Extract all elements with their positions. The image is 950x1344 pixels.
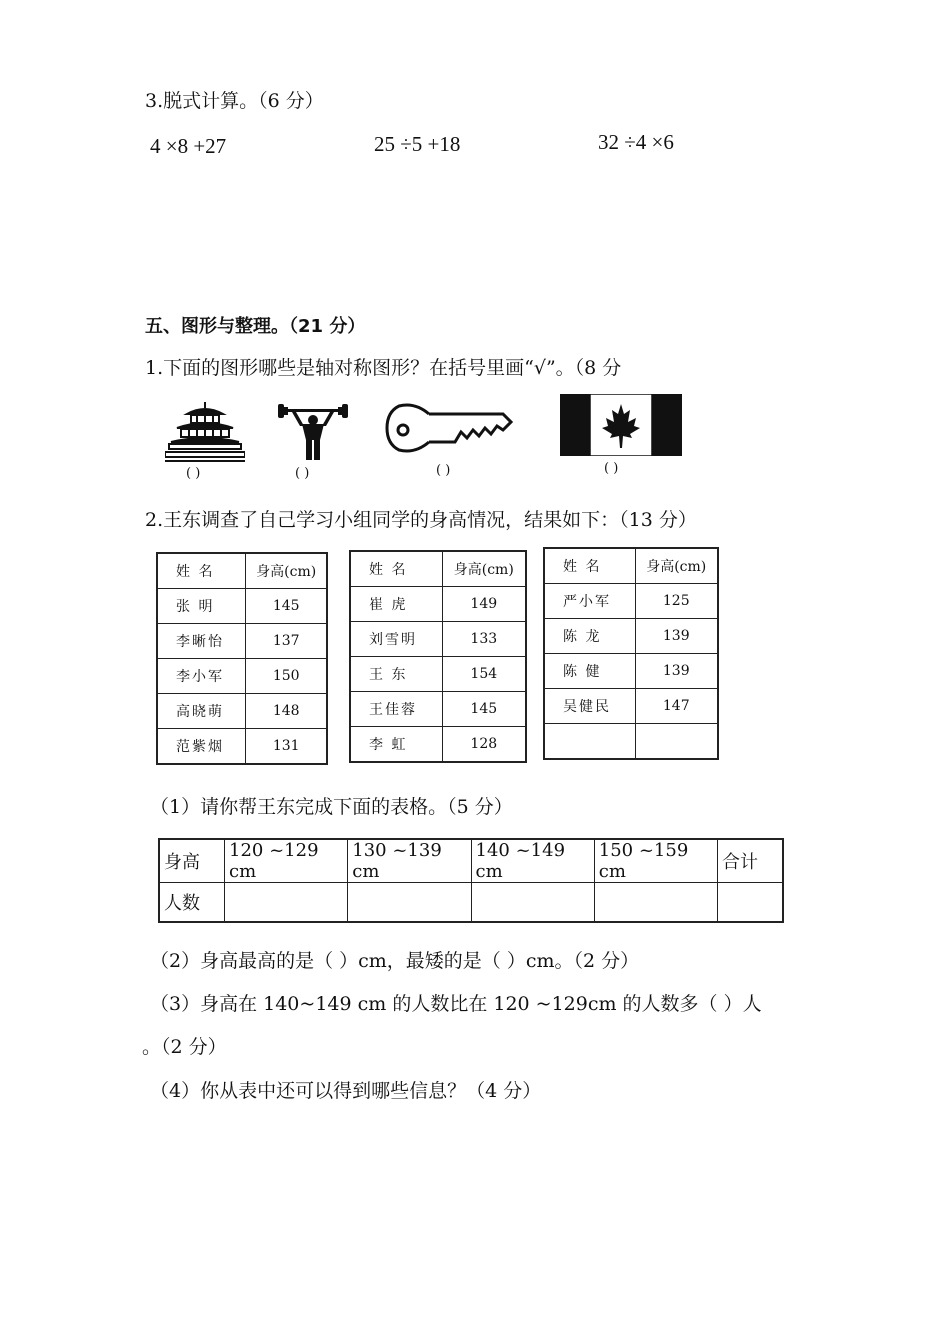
count-cell[interactable] [594,883,717,923]
summary-range-3: 140 ~149 cm [471,839,594,883]
sub-question-3: （3）身高在 140~149 cm 的人数比在 120 ~129cm 的人数多（ ）人 [150,993,762,1015]
height-table-2 [349,550,527,763]
summary-total: 合计 [718,839,784,883]
table-row: 崔 虎 149 [350,587,526,622]
height-table-3 [543,547,719,760]
answer-paren-3[interactable]: ( ) [436,463,451,478]
summary-range-2: 130 ~139 cm [348,839,471,883]
header-height: 身高(cm) [635,548,718,584]
pagoda-icon [165,400,245,462]
expression-2: 25 ÷5 +18 [374,132,461,156]
table-row: 李 虹 128 [350,727,526,763]
table-row: 王佳蓉 145 [350,692,526,727]
count-cell[interactable] [718,883,784,923]
count-cell[interactable] [471,883,594,923]
sub-question-1: （1）请你帮王东完成下面的表格。（5 分） [150,796,513,818]
table-row: 陈 健 139 [544,654,718,689]
key-icon [385,400,515,456]
table-row: 刘雪明 133 [350,622,526,657]
answer-paren-1[interactable]: ( ) [186,466,201,481]
table-row: 李小军 150 [157,659,327,694]
expression-3: 32 ÷4 ×6 [598,130,674,154]
summary-header-height: 身高 [159,839,225,883]
sub-question-2: （2）身高最高的是（ ）cm，最矮的是（ ）cm。（2 分） [150,950,640,972]
question-1: 1.下面的图形哪些是轴对称图形？在括号里画“√”。（8 分 [145,357,622,379]
summary-range-4: 150 ~159 cm [594,839,717,883]
header-name: 姓 名 [157,553,246,589]
count-cell[interactable] [348,883,471,923]
table-row: 严小军 125 [544,584,718,619]
header-height: 身高(cm) [442,551,526,587]
summary-range-1: 120 ~129 cm [225,839,348,883]
weightlifter-icon [278,400,348,460]
sub-question-4: （4）你从表中还可以得到哪些信息？（4 分） [150,1080,542,1102]
section5-heading: 五、图形与整理。（21 分） [145,316,366,337]
height-table-1 [156,552,328,765]
sub-question-3-points: 。（2 分） [142,1036,227,1058]
table-row: 范紫烟 131 [157,729,327,765]
section3-title: 3.脱式计算。（6 分） [145,90,324,112]
summary-count-label: 人数 [159,883,225,923]
table-row: 王 东 154 [350,657,526,692]
maple-leaf-flag-icon [560,394,682,456]
header-name: 姓 名 [350,551,442,587]
table-row [544,724,718,760]
header-name: 姓 名 [544,548,635,584]
answer-paren-4[interactable]: ( ) [604,461,619,476]
answer-paren-2[interactable]: ( ) [295,466,310,481]
table-row: 陈 龙 139 [544,619,718,654]
question-2: 2.王东调查了自己学习小组同学的身高情况，结果如下：（13 分） [145,509,697,531]
table-row: 吴健民 147 [544,689,718,724]
table-row: 李晰怡 137 [157,624,327,659]
expression-1: 4 ×8 +27 [150,134,227,158]
table-row: 高晓萌 148 [157,694,327,729]
table-row: 张 明 145 [157,589,327,624]
header-height: 身高(cm) [246,553,327,589]
count-cell[interactable] [225,883,348,923]
summary-table [158,838,784,923]
